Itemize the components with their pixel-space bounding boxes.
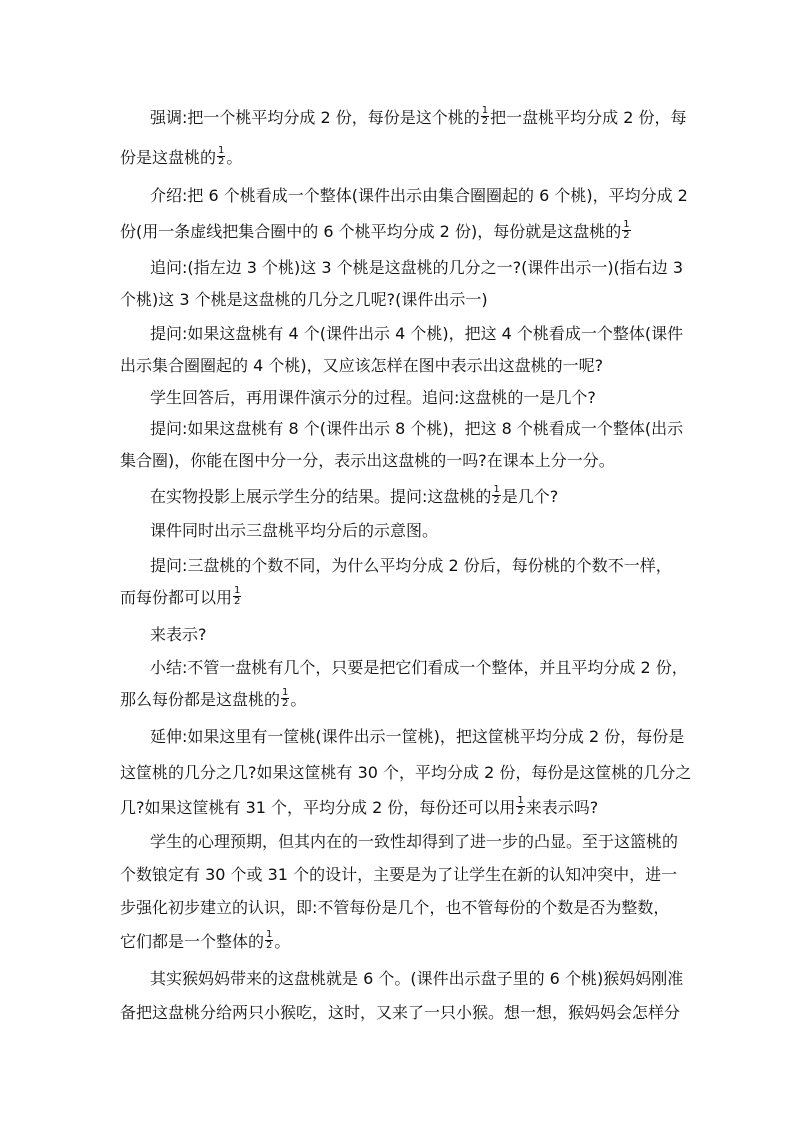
text-line xyxy=(150,105,687,130)
text-line xyxy=(120,219,632,244)
text-line xyxy=(120,356,603,378)
fraction-numerator: 1 xyxy=(517,795,524,806)
text-line xyxy=(150,832,678,854)
fraction-numerator: 1 xyxy=(218,145,225,156)
fraction-denominator: 2 xyxy=(218,156,225,167)
line-text: 份是这盘桃的 xyxy=(120,148,217,167)
line-text: 小结:不管一盘桃有几个，只要是把它们看成一个整体，并且平均分成 2 份， xyxy=(150,658,688,677)
line-text: 提问:三盘桃的个数不同，为什么平均分成 2 份后，每份桃的个数不一样， xyxy=(150,556,672,575)
line-text: 提问:如果这盘桃有 4 个(课件出示 4 个桃)，把这 4 个桃看成一个整体(课件 xyxy=(150,324,684,343)
line-text: 那么每份都是这盘桃的 xyxy=(120,690,281,709)
fraction-denominator: 2 xyxy=(493,495,500,506)
line-text: 这筐桃的几分之几?如果这筐桃有 30 个，平均分成 2 份，每份是这筐桃的几分之 xyxy=(120,763,692,782)
line-text: 在实物投影上展示学生分的结果。提问:这盘桃的 xyxy=(150,487,492,506)
text-line xyxy=(150,419,683,441)
text-line xyxy=(150,969,683,991)
text-line xyxy=(150,625,207,647)
line-text: 课件同时出示三盘桃平均分后的示意图。 xyxy=(150,521,439,540)
text-line xyxy=(120,763,691,785)
line-text: 个数锒定有 30 个或 31 个的设计，主要是为了让学生在新的认知冲突中，进一 xyxy=(120,865,678,884)
fraction-numerator: 1 xyxy=(623,219,630,230)
text-line xyxy=(150,521,438,543)
line-text: 它们都是一个整体的 xyxy=(120,932,265,951)
line-text: 而每份都可以用 xyxy=(120,588,233,607)
line-text-after: 是几个? xyxy=(501,487,559,506)
text-line xyxy=(120,929,291,954)
fraction xyxy=(516,796,524,817)
line-text: 来表示? xyxy=(150,625,207,644)
fraction-numerator: 1 xyxy=(266,929,273,940)
text-line xyxy=(150,556,672,578)
text-line xyxy=(120,290,488,312)
text-line xyxy=(150,324,683,346)
line-text: 介绍:把 6 个桃看成一个整体(课件出示由集合圈圈起的 6 个桃)，平均分成 2 xyxy=(150,186,688,205)
line-text: 延伸:如果这里有一筐桃(课件出示一筐桃)，把这筐桃平均分成 2 份，每份是 xyxy=(150,727,685,746)
line-text: 出示集合圈圈起的 4 个桃)，又应该怎样在图中表示出这盘桃的一呢? xyxy=(120,356,604,375)
fraction-denominator: 2 xyxy=(623,230,630,241)
text-line xyxy=(150,258,683,280)
line-text-after: 。 xyxy=(226,148,243,167)
text-line xyxy=(120,1003,680,1025)
line-text: 份(用一条虚线把集合圈中的 6 个桃平均分成 2 份)，每份就是这盘桃的 xyxy=(120,222,622,241)
fraction xyxy=(481,106,489,127)
text-line xyxy=(120,145,243,170)
line-text: 集合圈)，你能在图中分一分，表示出这盘桃的一吗?在课本上分一分。 xyxy=(120,451,615,470)
text-line xyxy=(150,186,688,208)
line-text: 强调:把一个桃平均分成 2 份，每份是这个桃的 xyxy=(150,108,480,127)
text-line xyxy=(150,727,684,749)
line-text: 学生回答后，再用课件演示分的过程。追问:这盘桃的一是几个? xyxy=(150,388,596,407)
fraction xyxy=(622,220,630,241)
line-text-after: 。 xyxy=(290,690,307,709)
fraction xyxy=(233,586,241,607)
fraction-numerator: 1 xyxy=(493,484,500,495)
fraction-denominator: 2 xyxy=(234,596,241,607)
line-text: 其实猴妈妈带来的这盘桃就是 6 个。(课件出示盘子里的 6 个桃)猴妈妈刚准 xyxy=(150,969,684,988)
line-text: 几?如果这筐桃有 31 个，平均分成 2 份，每份还可以用 xyxy=(120,798,516,817)
line-text: 学生的心理预期，但其内在的一致性却得到了进一步的凸显。至于这篮桃的 xyxy=(150,832,679,851)
text-line xyxy=(120,795,599,820)
text-line xyxy=(120,865,677,887)
fraction-denominator: 2 xyxy=(517,806,524,817)
line-text: 备把这盘桃分给两只小猴吃，这时，又来了一只小猴。想一想，猴妈妈会怎样分 xyxy=(120,1003,681,1022)
text-line xyxy=(120,585,242,610)
text-line xyxy=(120,898,669,920)
fraction-denominator: 2 xyxy=(266,940,273,951)
fraction-numerator: 1 xyxy=(282,687,289,698)
text-line xyxy=(150,484,559,509)
fraction xyxy=(265,930,273,951)
fraction xyxy=(492,485,500,506)
fraction xyxy=(217,146,225,167)
line-text-after: 。 xyxy=(274,932,291,951)
line-text: 追问:(指左边 3 个桃)这 3 个桃是这盘桃的几分之一?(课件出示一)(指右边 3 xyxy=(150,258,684,277)
line-text-after: 把一盘桃平均分成 2 份，每 xyxy=(490,108,687,127)
fraction-denominator: 2 xyxy=(481,116,489,127)
text-line xyxy=(120,687,307,712)
line-text: 步强化初步建立的认识，即:不管每份是几个，也不管每份的个数是否为整数， xyxy=(120,898,670,917)
line-text-after: 来表示吗? xyxy=(525,798,599,817)
fraction-denominator: 2 xyxy=(282,698,289,709)
line-text: 提问:如果这盘桃有 8 个(课件出示 8 个桃)，把这 8 个桃看成一个整体(出示 xyxy=(150,419,684,438)
text-line xyxy=(150,388,596,410)
fraction xyxy=(281,688,289,709)
text-line xyxy=(150,658,688,680)
fraction-numerator: 1 xyxy=(234,585,241,596)
line-text: 个桃)这 3 个桃是这盘桃的几分之几呢?(课件出示一) xyxy=(120,290,488,309)
fraction-numerator: 1 xyxy=(481,105,489,116)
text-line xyxy=(120,451,615,473)
